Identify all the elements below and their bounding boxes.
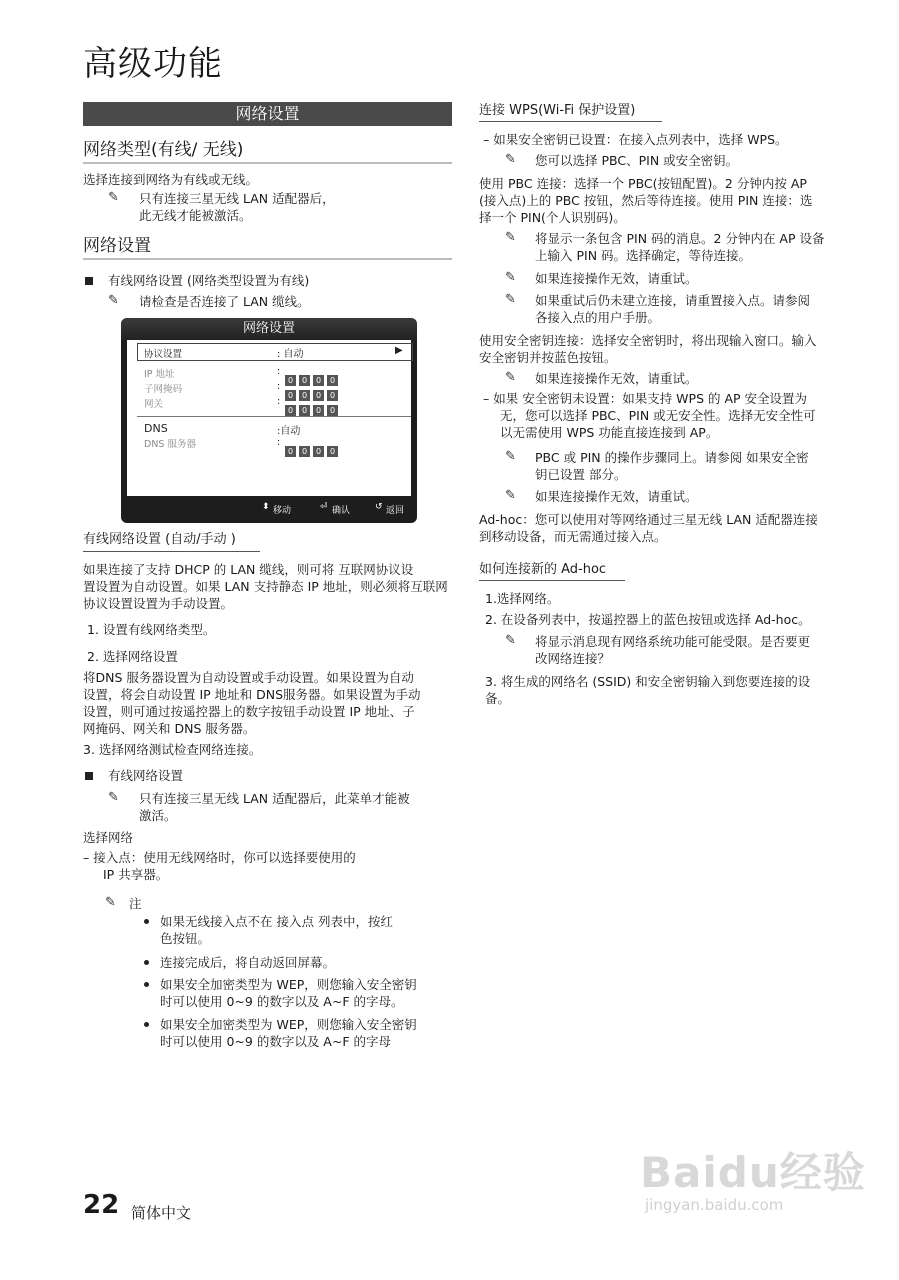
paragraph: 网掩码、网关和 DNS 服务器。 xyxy=(83,721,256,736)
note-icon: ✎ xyxy=(505,633,516,648)
paragraph: 设置，将会自动设置 IP 地址和 DNS服务器。如果设置为手动 xyxy=(83,687,421,702)
paragraph: (接入点)上的 PBC 按钮，然后等待连接。使用 PIN 连接：选 xyxy=(479,193,813,208)
square-bullet-icon xyxy=(85,277,93,285)
protocol-value: : 自动 xyxy=(277,349,304,360)
paragraph: 如果连接了支持 DHCP 的 LAN 缆线，则可将 互联网协议设 xyxy=(83,562,414,577)
note-icon: ✎ xyxy=(505,449,516,464)
baidu-watermark-url: jingyan.baidu.com xyxy=(645,1196,784,1214)
step: 3. 选择网络测试检查网络连接。 xyxy=(83,742,262,757)
bullet-text: 有线网络设置 xyxy=(108,768,184,783)
step: 备。 xyxy=(485,691,511,706)
screen-footer xyxy=(121,502,417,518)
note-text: 钥已设置 部分。 xyxy=(535,467,627,482)
dns-label: DNS xyxy=(144,422,168,435)
note-text: 您可以选择 PBC、PIN 或安全密钥。 xyxy=(535,153,739,168)
dns-server-label: DNS 服务器 xyxy=(144,439,196,450)
note-text: 如果重试后仍未建立连接，请重置接入点。请参阅 xyxy=(535,293,811,308)
paragraph: 择一个 PIN(个人识别码)。 xyxy=(479,210,626,225)
bullet-text: 有线网络设置 (网络类型设置为有线) xyxy=(108,273,310,288)
enter-icon: ⏎ xyxy=(320,502,328,512)
divider xyxy=(83,258,452,260)
note-icon: ✎ xyxy=(505,152,516,167)
divider xyxy=(137,416,411,417)
screen-title: 网络设置 xyxy=(121,318,417,340)
step: 2. 在设备列表中，按遥控器上的蓝色按钮或选择 Ad-hoc。 xyxy=(485,612,811,627)
paragraph: 选择连接到网络为有线或无线。 xyxy=(83,172,259,187)
note-icon: ✎ xyxy=(108,190,119,205)
baidu-watermark-logo: Baidu经验 xyxy=(640,1148,866,1197)
subheading-wired-auto-manual: 有线网络设置 (自动/手动 ) xyxy=(83,532,236,547)
paragraph: 将DNS 服务器设置为自动设置或手动设置。如果设置为自动 xyxy=(83,670,414,685)
note-icon: ✎ xyxy=(108,790,119,805)
note-icon: ✎ xyxy=(505,488,516,503)
bullet-text: 时可以使用 0~9 的数字以及 A~F 的字母 xyxy=(160,1034,391,1049)
step: 2. 选择网络设置 xyxy=(87,649,178,664)
divider xyxy=(83,162,452,164)
subnet-cells[interactable]: 0 0 0 0 xyxy=(285,383,341,402)
updown-icon: ⬍ xyxy=(262,502,270,512)
dash-item: – 接入点：使用无线网络时，你可以选择要使用的 xyxy=(83,850,356,865)
protocol-label: 协议设置 xyxy=(144,349,183,360)
bullet-dot xyxy=(144,919,149,924)
step: 1.选择网络。 xyxy=(485,591,560,606)
dash-item: 以无需使用 WPS 功能直接连接到 AP。 xyxy=(500,425,719,440)
underline xyxy=(83,551,260,552)
note-text: PBC 或 PIN 的操作步骤同上。请参阅 如果安全密 xyxy=(535,450,809,465)
page-title: 高级功能 xyxy=(83,44,223,84)
dash-item: – 如果 安全密钥未设置：如果支持 WPS 的 AP 安全设置为 xyxy=(483,391,808,406)
paragraph: 选择网络 xyxy=(83,830,134,845)
note-icon: ✎ xyxy=(505,370,516,385)
paragraph: 置设置为自动设置。如果 LAN 支持静态 IP 地址，则必须将互联网 xyxy=(83,579,448,594)
paragraph: 协议设置设置为手动设置。 xyxy=(83,596,234,611)
paragraph: 使用 PBC 连接：选择一个 PBC(按钮配置)。2 分钟内按 AP xyxy=(479,176,807,191)
network-settings-screen xyxy=(121,318,417,523)
bullet-text: 时可以使用 0~9 的数字以及 A~F 的字母。 xyxy=(160,994,404,1009)
note-text: 上输入 PIN 码。选择确定，等待连接。 xyxy=(535,248,752,263)
heading-network-type: 网络类型(有线/ 无线) xyxy=(83,140,244,160)
ip-label: IP 地址 xyxy=(144,369,175,380)
subheading-wps: 连接 WPS(Wi-Fi 保护设置) xyxy=(479,103,636,118)
colon: : xyxy=(277,366,281,377)
note-icon: ✎ xyxy=(108,293,119,308)
note-label: 注 xyxy=(129,896,142,911)
note-icon: ✎ xyxy=(105,895,116,910)
note-text: 只有连接三星无线 LAN 适配器后， xyxy=(139,191,335,206)
note-text: 如果连接操作无效，请重试。 xyxy=(535,271,698,286)
step: 3. 将生成的网络名 (SSID) 和安全密钥输入到您要连接的设 xyxy=(485,674,811,689)
dash-item: 无，您可以选择 PBC、PIN 或无安全性。选择无安全性可 xyxy=(500,408,816,423)
language-label: 简体中文 xyxy=(131,1204,192,1222)
bullet-text: 如果安全加密类型为 WEP，则您输入安全密钥 xyxy=(160,977,417,992)
dns-value: :自动 xyxy=(277,426,301,437)
dash-item: – 如果安全密钥已设置：在接入点列表中，选择 WPS。 xyxy=(483,132,788,147)
dash-item: IP 共享器。 xyxy=(103,867,169,882)
section-bar-network-settings: 网络设置 xyxy=(83,102,452,126)
colon: : xyxy=(277,437,281,448)
step: 1. 设置有线网络类型。 xyxy=(87,622,216,637)
ok-label: 确认 xyxy=(332,506,351,516)
bullet-text: 连接完成后，将自动返回屏幕。 xyxy=(160,955,336,970)
subheading-adhoc: 如何连接新的 Ad-hoc xyxy=(479,562,607,577)
screen-panel xyxy=(127,340,411,496)
underline xyxy=(479,580,625,581)
note-text: 请检查是否连接了 LAN 缆线。 xyxy=(139,294,310,309)
bullet-text: 如果安全加密类型为 WEP，则您输入安全密钥 xyxy=(160,1017,417,1032)
note-text: 改网络连接？ xyxy=(535,651,611,666)
bullet-dot xyxy=(144,960,149,965)
paragraph: 设置，则可通过按遥控器上的数字按钮手动设置 IP 地址、子 xyxy=(83,704,415,719)
note-icon: ✎ xyxy=(505,292,516,307)
bullet-dot xyxy=(144,982,149,987)
arrow-right-icon: ▶ xyxy=(395,345,403,356)
note-text: 各接入点的用户手册。 xyxy=(535,310,661,325)
back-label: 返回 xyxy=(386,506,405,516)
note-text: 如果连接操作无效，请重试。 xyxy=(535,489,698,504)
note-icon: ✎ xyxy=(505,270,516,285)
gateway-label: 网关 xyxy=(144,399,164,410)
note-text: 将显示消息现有网络系统功能可能受限。是否要更 xyxy=(535,634,811,649)
square-bullet-icon xyxy=(85,772,93,780)
page-number: 22 xyxy=(83,1190,120,1220)
bullet-text: 如果无线接入点不在 接入点 列表中，按红 xyxy=(160,914,393,929)
gateway-cells[interactable]: 0 0 0 0 xyxy=(285,398,341,417)
return-icon: ↺ xyxy=(375,502,383,512)
paragraph: Ad-hoc：您可以使用对等网络通过三星无线 LAN 适配器连接 xyxy=(479,512,818,527)
dns-server-cells[interactable]: 0 0 0 0 xyxy=(285,439,341,458)
move-label: 移动 xyxy=(273,506,292,516)
heading-network-settings: 网络设置 xyxy=(83,236,151,256)
paragraph: 安全密钥并按蓝色按钮。 xyxy=(479,350,617,365)
ip-cells[interactable]: 0 0 0 0 xyxy=(285,368,341,387)
note-text: 此无线才能被激活。 xyxy=(139,208,252,223)
subnet-label: 子网掩码 xyxy=(144,384,183,395)
note-text: 如果连接操作无效，请重试。 xyxy=(535,371,698,386)
paragraph: 使用安全密钥连接：选择安全密钥时，将出现输入窗口。输入 xyxy=(479,333,817,348)
bullet-dot xyxy=(144,1022,149,1027)
colon: : xyxy=(277,396,281,407)
colon: : xyxy=(277,381,281,392)
note-text: 将显示一条包含 PIN 码的消息。2 分钟内在 AP 设备 xyxy=(535,231,825,246)
paragraph: 到移动设备，而无需通过接入点。 xyxy=(479,529,667,544)
note-text: 激活。 xyxy=(139,808,177,823)
underline xyxy=(479,121,662,122)
note-icon: ✎ xyxy=(505,230,516,245)
bullet-text: 色按钮。 xyxy=(160,931,211,946)
note-text: 只有连接三星无线 LAN 适配器后，此菜单才能被 xyxy=(139,791,410,806)
